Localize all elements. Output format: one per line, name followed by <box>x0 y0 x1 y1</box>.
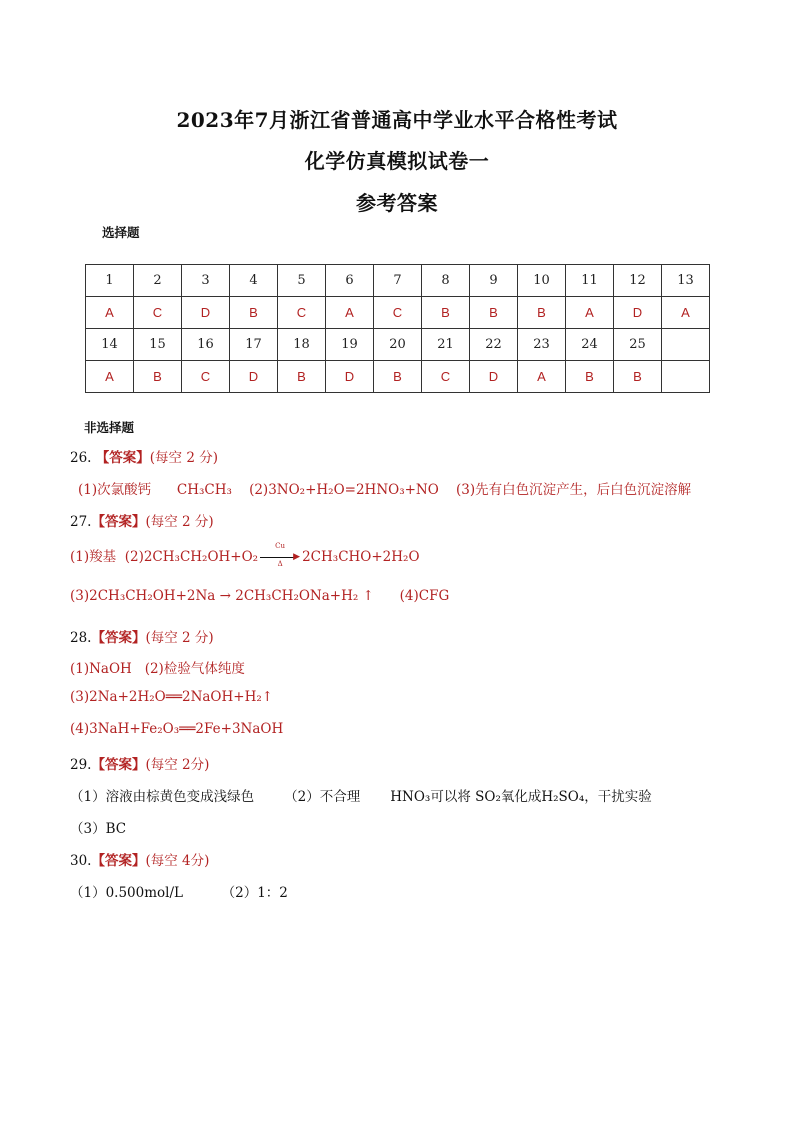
q26-answer-tag: 【答案】 <box>95 450 150 466</box>
answer-cell: C <box>278 297 326 329</box>
answer-cell: A <box>86 361 134 393</box>
q26-answers <box>78 478 691 498</box>
q27-header <box>70 510 214 530</box>
q29-a2b: HNO₃可以将 SO₂氧化成H₂SO₄，干扰实验 <box>390 789 652 805</box>
answer-cell: A <box>662 297 710 329</box>
answer-cell: B <box>614 361 662 393</box>
question-number-cell: 20 <box>374 329 422 361</box>
question-number-cell: 15 <box>134 329 182 361</box>
q29-a2: （2）不合理 <box>284 789 361 805</box>
question-number-cell: 7 <box>374 265 422 297</box>
question-number-row <box>86 265 710 297</box>
answer-cell: A <box>326 297 374 329</box>
q27-a3-prefix: (3) <box>70 588 90 604</box>
q28-answer-tag: 【答案】 <box>91 630 146 646</box>
answer-cell: A <box>86 297 134 329</box>
question-number-cell: 8 <box>422 265 470 297</box>
question-number-cell: 12 <box>614 265 662 297</box>
q27-a2-product: 2CH₃CHO+2H₂O <box>302 549 420 565</box>
q29-header <box>70 753 209 773</box>
q29-a3: （3）BC <box>70 821 127 837</box>
q30-line-1 <box>70 881 288 901</box>
question-number-cell: 23 <box>518 329 566 361</box>
q28-a1: (1)NaOH <box>70 661 132 677</box>
answer-cell: C <box>134 297 182 329</box>
q27-line-1: (1)羧基 (2)2CH₃CH₂OH+O₂ Cu ▶ Δ 2CH₃CHO+2H₂O <box>70 541 420 568</box>
question-number-cell: 18 <box>278 329 326 361</box>
answer-cell: B <box>566 361 614 393</box>
question-number-cell: 13 <box>662 265 710 297</box>
question-number-cell: 4 <box>230 265 278 297</box>
q30-a1: （1）0.500mol/L <box>70 885 183 901</box>
question-number-cell: 21 <box>422 329 470 361</box>
question-number-cell <box>662 329 710 361</box>
multiple-choice-label: 选择题 <box>102 225 140 240</box>
q26-a2: (2)3NO₂+H₂O=2HNO₃+NO <box>249 482 439 498</box>
answer-cell: D <box>230 361 278 393</box>
question-number-cell: 1 <box>86 265 134 297</box>
answer-table <box>85 264 710 393</box>
question-number-cell: 2 <box>134 265 182 297</box>
q28-a4: (4)3NaH+Fe₂O₃══2Fe+3NaOH <box>70 721 284 737</box>
question-number-cell: 16 <box>182 329 230 361</box>
q30-a2: （2）1：2 <box>221 885 288 901</box>
q29-a1: （1）溶液由棕黄色变成浅绿色 <box>70 789 255 805</box>
q29-score: (每空 2分) <box>145 757 210 773</box>
q26-number: 26. <box>70 450 92 466</box>
answer-cell: B <box>518 297 566 329</box>
q26-a1: (1)次氯酸钙 <box>78 482 152 498</box>
question-number-cell: 6 <box>326 265 374 297</box>
question-number-cell: 10 <box>518 265 566 297</box>
answer-cell: B <box>278 361 326 393</box>
question-number-cell: 9 <box>470 265 518 297</box>
answer-cell: C <box>374 297 422 329</box>
answer-cell: B <box>230 297 278 329</box>
q29-number: 29. <box>70 757 92 773</box>
answer-cell: D <box>470 361 518 393</box>
answer-row <box>86 297 710 329</box>
q26-a3: (3)先有白色沉淀产生，后白色沉淀溶解 <box>455 482 692 498</box>
question-number-cell: 22 <box>470 329 518 361</box>
q30-number: 30. <box>70 853 92 869</box>
answer-cell: D <box>182 297 230 329</box>
q27-a3-eq: 2CH₃CH₂OH+2Na → 2CH₃CH₂ONa+H₂ ↑ <box>89 588 374 604</box>
question-number-cell: 14 <box>86 329 134 361</box>
q26-score: (每空 2 分) <box>149 450 218 466</box>
doc-section-title: 参考答案 <box>356 191 438 215</box>
answer-cell: C <box>182 361 230 393</box>
q27-number: 27. <box>70 514 92 530</box>
question-number-cell: 25 <box>614 329 662 361</box>
question-number-row <box>86 329 710 361</box>
q28-a3: (3)2Na+2H₂O══2NaOH+H₂↑ <box>70 689 274 705</box>
q27-a2-eq: 2CH₃CH₂OH+O₂ <box>143 549 259 565</box>
q27-score: (每空 2 分) <box>145 514 214 530</box>
question-number-cell: 3 <box>182 265 230 297</box>
answer-cell: B <box>374 361 422 393</box>
q27-a4: (4)CFG <box>399 588 450 604</box>
q30-answer-tag: 【答案】 <box>91 853 146 869</box>
q28-number: 28. <box>70 630 92 646</box>
question-number-cell: 17 <box>230 329 278 361</box>
answer-cell: D <box>326 361 374 393</box>
q27-line-2 <box>70 588 449 604</box>
answer-cell: C <box>422 361 470 393</box>
q28-line-1 <box>70 657 245 677</box>
answer-cell <box>662 361 710 393</box>
answer-cell: D <box>614 297 662 329</box>
q30-score: (每空 4分) <box>145 853 210 869</box>
q28-header <box>70 626 214 646</box>
question-number-cell: 19 <box>326 329 374 361</box>
non-choice-label: 非选择题 <box>84 420 135 435</box>
q28-score: (每空 2 分) <box>145 630 214 646</box>
q28-a2: (2)检验气体纯度 <box>144 661 245 677</box>
q26-header <box>70 446 218 466</box>
answer-cell: B <box>470 297 518 329</box>
q27-a1: (1)羧基 <box>70 549 117 565</box>
question-number-cell: 11 <box>566 265 614 297</box>
q29-answer-tag: 【答案】 <box>91 757 146 773</box>
q30-header <box>70 849 209 869</box>
answer-row <box>86 361 710 393</box>
q27-answer-tag: 【答案】 <box>91 514 146 530</box>
doc-title: 2023年7月浙江省普通高中学业水平合格性考试 <box>176 108 618 132</box>
answer-cell: A <box>566 297 614 329</box>
q26-a1b: CH₃CH₃ <box>176 482 232 498</box>
answer-cell: A <box>518 361 566 393</box>
reaction-arrow-icon: Cu ▶ Δ <box>260 551 300 565</box>
q29-line-1 <box>70 785 652 805</box>
answer-cell: B <box>422 297 470 329</box>
question-number-cell: 5 <box>278 265 326 297</box>
question-number-cell: 24 <box>566 329 614 361</box>
answer-cell: B <box>134 361 182 393</box>
doc-subtitle: 化学仿真模拟试卷一 <box>304 149 490 173</box>
